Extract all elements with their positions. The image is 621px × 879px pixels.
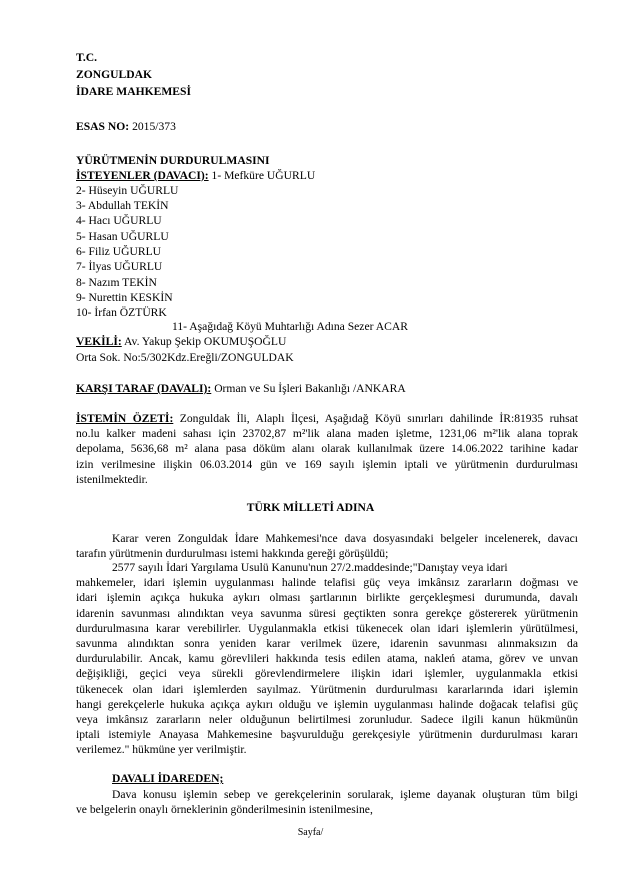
body-line: tarafın yürütmenin durdurulması istemi hakkında gereği görüşüldü; <box>76 547 389 561</box>
header-tc: T.C. <box>76 51 98 64</box>
plaintiff-name: 8- Nazım TEKİN <box>76 276 157 289</box>
plaintiff-name: 11- Aşağıdağ Köyü Muhtarlığı Adına Sezer ACAR <box>172 320 408 333</box>
plaintiff-name: 9- Nurettin KESKİN <box>76 291 173 304</box>
attorney-line <box>76 334 286 349</box>
summary-line: izin verilmesine ilişkin 06.03.2014 gün ve 169 sayılı işlemin iptali ve yürütmenin durdurulması <box>76 457 578 471</box>
summary-line: no.lu kalker madeni sahası için 23702,87 m²'lik alana maden işletme, 1231,06 m²'lik alana toprak <box>76 427 578 441</box>
body-paragraph-1 <box>76 531 578 561</box>
body-line: 2577 sayılı İdari Yargılama Usulü Kanunu'nun 27/2.maddesinde;"Danıştay veya idari <box>112 561 508 574</box>
defendant-line <box>76 381 406 396</box>
body-line: veya imkânsız zararların neler olduğunun belirtilmesi zorunludur. Sadece ilgili kanun hükmünün <box>76 713 578 727</box>
body-line: idarenin savunması alındıktan veya savunma süresi geçtikten sonra gerekçe göstererek yürütmenin <box>76 606 578 620</box>
defendant-label: KARŞI TARAF (DAVALI): <box>76 382 212 395</box>
summary-paragraph <box>76 411 578 487</box>
header-city: ZONGULDAK <box>76 68 153 81</box>
body-line: durdurulabilir. Ancak, kamu görevlileri hakkında tesis edilen atama, nakleń atama, görev ve unvan <box>76 652 578 666</box>
body-line: iptali istemiyle Anayasa Mahkemesine başvurulduğu gerekçesiyle yürütmenin durdurulması kararı <box>76 728 578 742</box>
header-court: İDARE MAHKEMESİ <box>76 85 191 98</box>
plaintiff-name: 7- İlyas UĞURLU <box>76 260 163 273</box>
body-line: tükenecek olan idari işlemlerden sayılmaz. Yürütmenin durdurulması kararlarında idari işlemin <box>76 682 578 696</box>
plaintiff-name: 4- Hacı UĞURLU <box>76 214 162 227</box>
case-number-label: ESAS NO: <box>76 120 130 133</box>
case-number-value: 2015/373 <box>132 120 176 133</box>
attorney-address: Orta Sok. No:5/302Kdz.Ereğli/ZONGULDAK <box>76 351 294 364</box>
plaintiffs-heading: YÜRÜTMENİN DURDURULMASINI <box>76 154 270 167</box>
body-paragraph-2 <box>76 560 578 758</box>
body-line: Dava konusu işlemin sebep ve gerekçelerinin sorularak, işleme dayanak oluşturan tüm bilgi <box>112 788 578 801</box>
body-line: mahkemeler, idari işlemin uygulanması halinde telafisi güç veya imkânsız zararların doğması ve <box>76 576 578 590</box>
body-line: durdurulmasına karar verebilirler. Uygulanmakla etkisi tükenecek olan idari işlemlerin yürütülmesi, <box>76 621 578 635</box>
summary-line: İSTEMİN ÖZETİ: Zonguldak İli, Alaplı İlçesi, Aşağıdağ Köyü sınırları dahilinde İR:81935 ruhsat <box>76 412 578 425</box>
section-heading: DAVALI İDAREDEN; <box>112 772 224 785</box>
case-number <box>76 119 176 134</box>
body-line: ve belgelerin onaylı örneklerinin gönderilmesinin istenilmesine, <box>76 803 373 817</box>
defendant-value: Orman ve Su İşleri Bakanlığı /ANKARA <box>214 382 406 395</box>
body-line: idari işlemin açıkça hukuka aykırı olması şartlarının birlikte gerçekleşmesi durumunda, davalı <box>76 591 578 605</box>
plaintiff-name: 2- Hüseyin UĞURLU <box>76 184 179 197</box>
plaintiffs-label: İSTEYENLER (DAVACI): <box>76 169 209 182</box>
body-paragraph-3 <box>76 787 578 817</box>
plaintiff-name: 5- Hasan UĞURLU <box>76 230 169 243</box>
body-line: değişikliği, geçici veya sürekli görevlendirmelere ilişkin idari işlemler, uygulanmakla etkisi <box>76 667 578 681</box>
body-line: hangi gerekçelerle hukuka açıkça aykırı olduğu ve işlemin uygulanması halinde doğacak telafisi güç <box>76 697 578 711</box>
plaintiff-name: 10- İrfan ÖZTÜRK <box>76 306 167 319</box>
plaintiff-name: 1- Mefküre UĞURLU <box>211 169 316 182</box>
plaintiff-name: 6- Filiz UĞURLU <box>76 245 162 258</box>
decision-title: TÜRK MİLLETİ ADINA <box>246 501 375 514</box>
attorney-label: VEKİLİ: <box>76 335 122 348</box>
body-line: savunma alındıktan sonra yeniden karar verilmek üzere, idarenin savunması alınmaksızın da <box>76 637 578 651</box>
body-line: verilemez." hükmüne yer verilmiştir. <box>76 743 247 757</box>
body-line: Karar veren Zonguldak İdare Mahkemesi'nce dava dosyasındaki belgeler incelenerek, davacı <box>112 532 578 545</box>
attorney-name: Av. Yakup Şekip OKUMUŞOĞLU <box>124 335 287 348</box>
summary-label: İSTEMİN ÖZETİ: <box>76 412 174 425</box>
plaintiffs-first-line <box>76 168 315 183</box>
page-footer: Sayfa/ <box>297 827 324 838</box>
plaintiff-name: 3- Abdullah TEKİN <box>76 199 169 212</box>
summary-line: istenilmektedir. <box>76 472 148 486</box>
summary-line: depolama, 5636,68 m² alana pasa döküm alanı olarak kullanılmak üzere 14.06.2022 tarihine kadar <box>76 442 578 456</box>
